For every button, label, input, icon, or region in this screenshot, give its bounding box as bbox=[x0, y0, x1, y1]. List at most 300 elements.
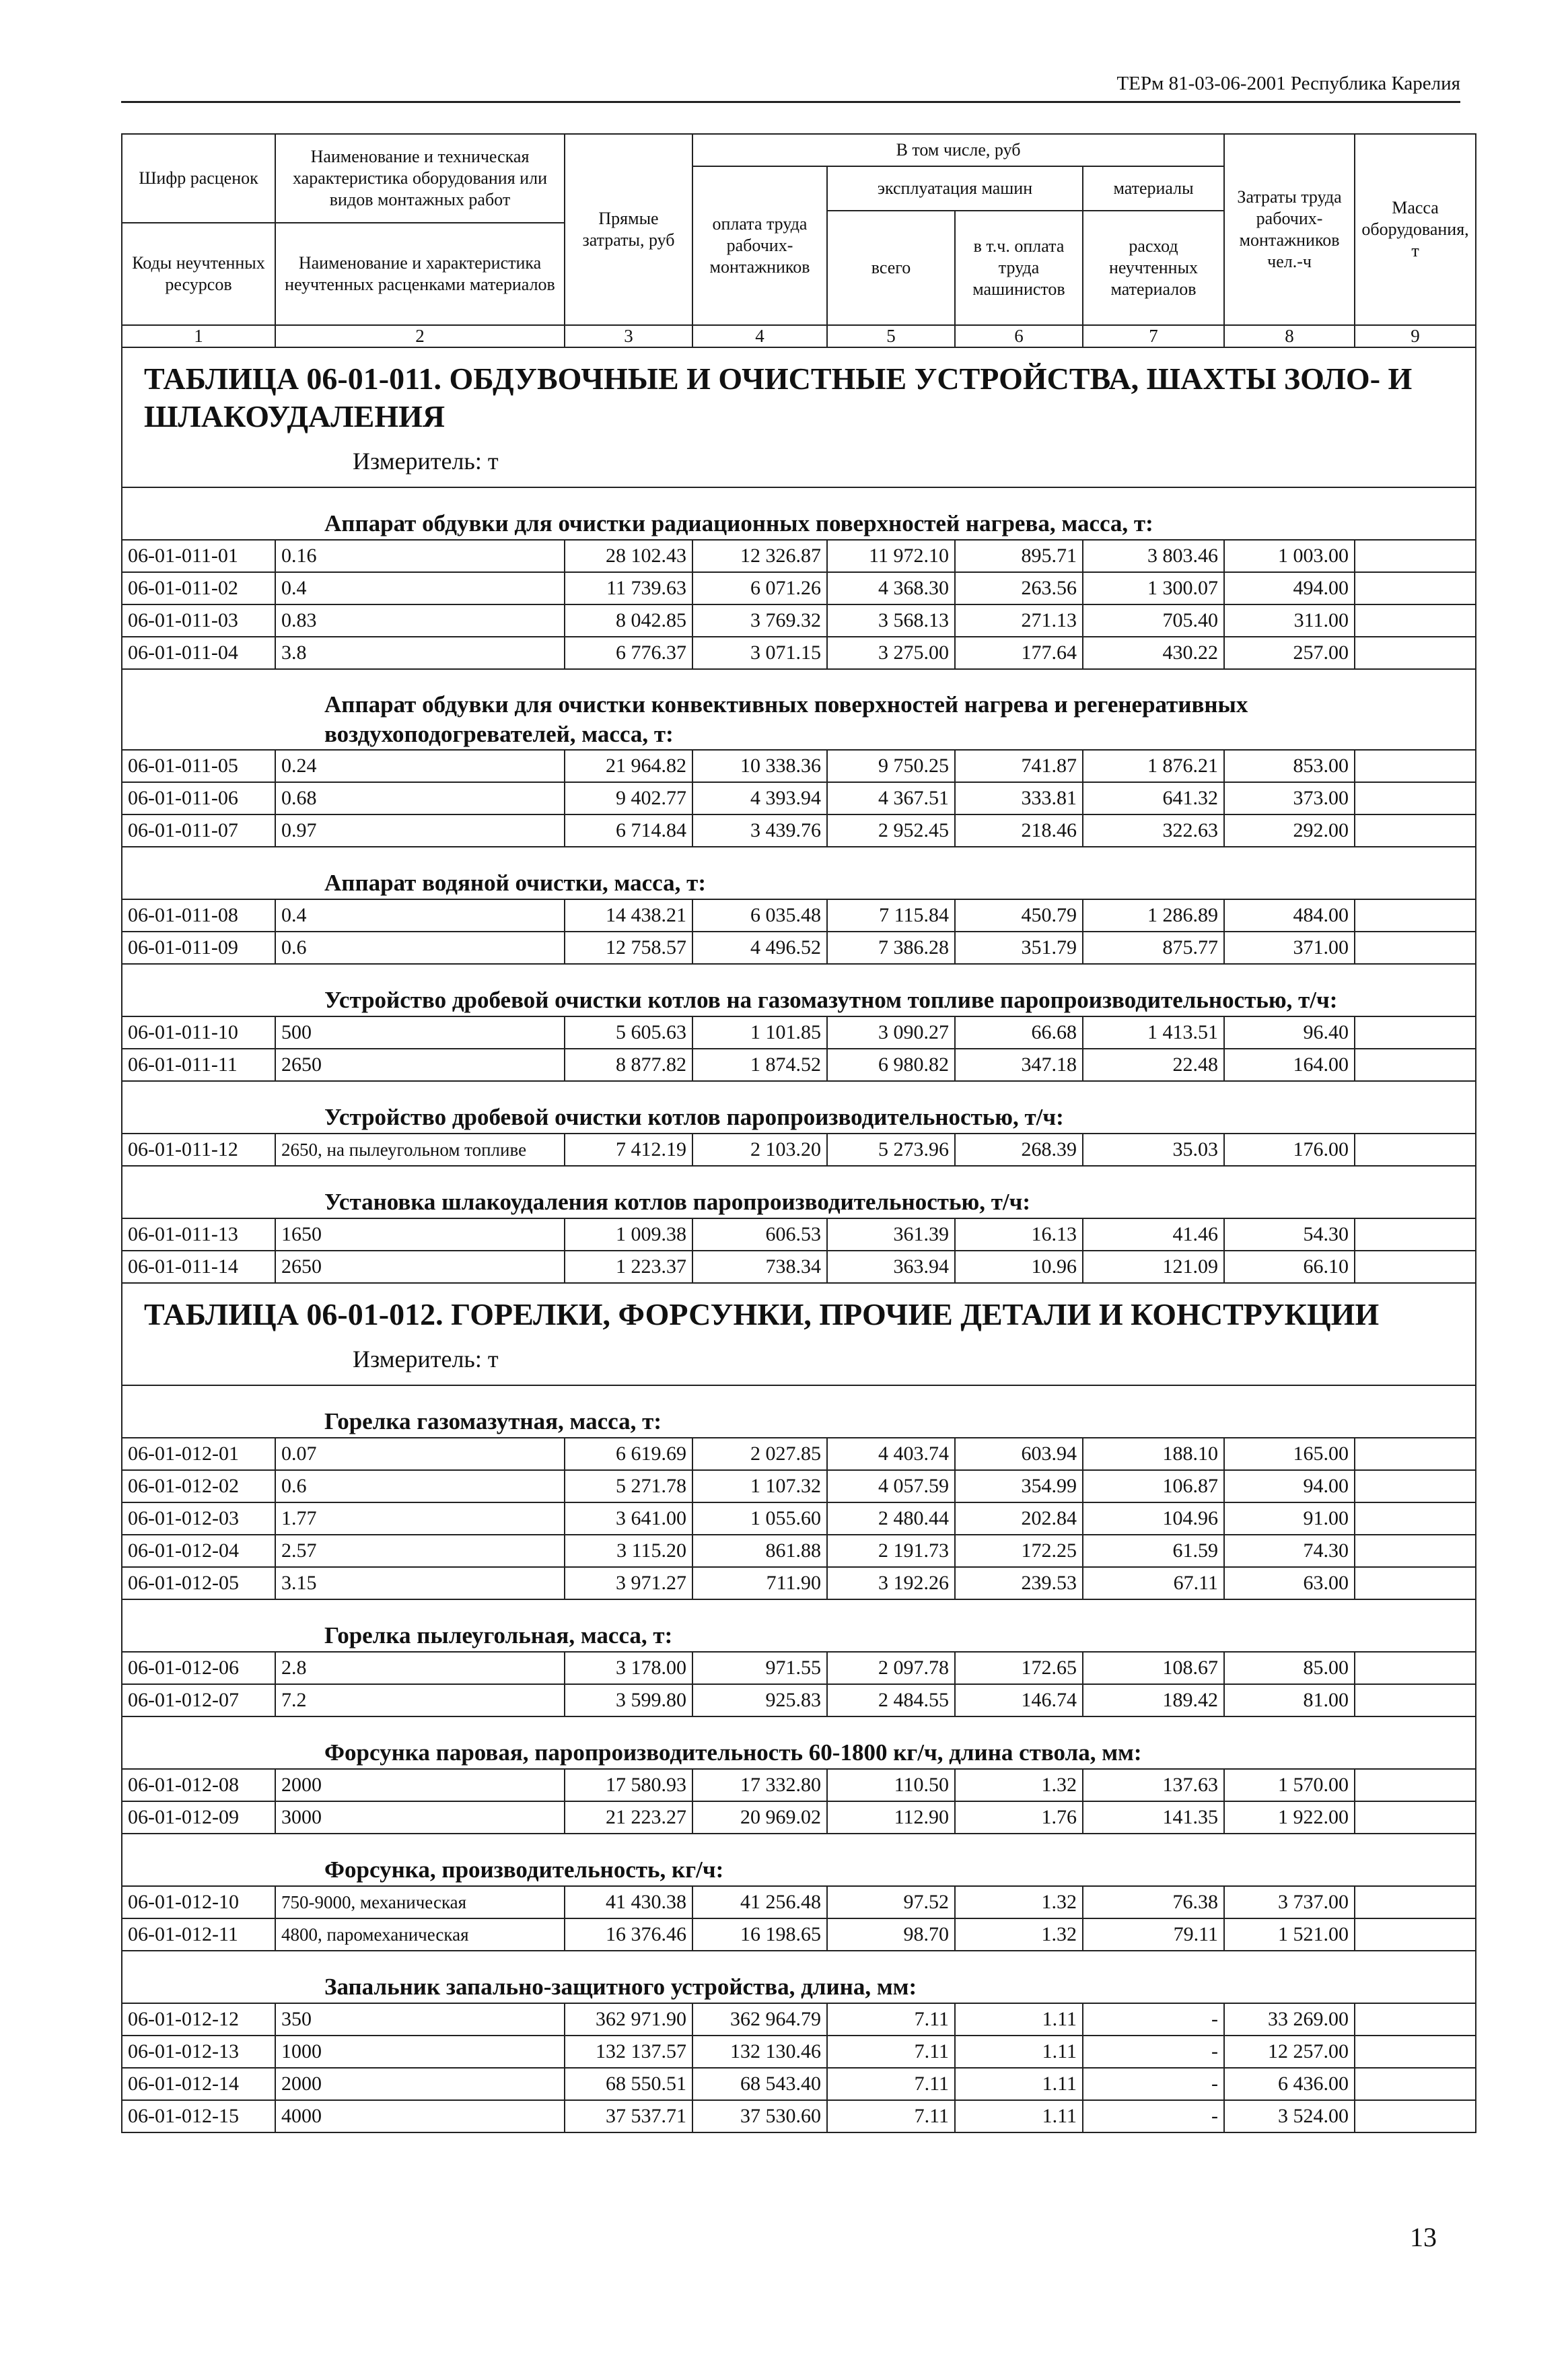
direct-costs: 14 438.21 bbox=[565, 899, 692, 932]
machines-total: 3 568.13 bbox=[827, 604, 955, 637]
section-title: Установка шлакоудаления котлов паропроизводительностью, т/ч: bbox=[122, 1166, 1476, 1218]
labor-hours: 484.00 bbox=[1224, 899, 1355, 932]
materials-cost: 76.38 bbox=[1083, 1886, 1224, 1918]
row-description: 0.4 bbox=[275, 899, 565, 932]
row-description: 750-9000, механическая bbox=[275, 1886, 565, 1918]
row-description: 4000 bbox=[275, 2100, 565, 2132]
equipment-mass bbox=[1355, 1684, 1476, 1716]
col-material-names-header: Наименование и характеристика неучтенных расценками материалов bbox=[275, 223, 565, 325]
labor-hours: 1 922.00 bbox=[1224, 1801, 1355, 1834]
row-description: 4800, паромеханическая bbox=[275, 1918, 565, 1951]
direct-costs: 3 641.00 bbox=[565, 1502, 692, 1535]
section-title-row bbox=[122, 847, 1476, 899]
direct-costs: 9 402.77 bbox=[565, 782, 692, 814]
machines-total: 2 952.45 bbox=[827, 814, 955, 847]
materials-cost: - bbox=[1083, 2068, 1224, 2100]
direct-costs: 12 758.57 bbox=[565, 932, 692, 964]
equipment-mass bbox=[1355, 540, 1476, 572]
equipment-mass bbox=[1355, 1918, 1476, 1951]
labor-wages: 1 055.60 bbox=[692, 1502, 827, 1535]
labor-wages: 1 874.52 bbox=[692, 1049, 827, 1081]
direct-costs: 1 223.37 bbox=[565, 1251, 692, 1283]
labor-wages: 3 439.76 bbox=[692, 814, 827, 847]
col-code-header: Шифр расценок bbox=[122, 134, 275, 223]
direct-costs: 8 877.82 bbox=[565, 1049, 692, 1081]
section-title: Аппарат обдувки для очистки радиационных поверхностей нагрева, масса, т: bbox=[122, 487, 1476, 540]
section-title-row bbox=[122, 1599, 1476, 1652]
row-code: 06-01-011-05 bbox=[122, 750, 275, 782]
direct-costs: 3 971.27 bbox=[565, 1567, 692, 1599]
group-materials-header: материалы bbox=[1083, 166, 1224, 211]
direct-costs: 8 042.85 bbox=[565, 604, 692, 637]
row-code: 06-01-011-12 bbox=[122, 1134, 275, 1166]
direct-costs: 1 009.38 bbox=[565, 1218, 692, 1251]
equipment-mass bbox=[1355, 604, 1476, 637]
section-title-row bbox=[122, 1166, 1476, 1218]
machines-total: 7.11 bbox=[827, 2100, 955, 2132]
row-description: 1000 bbox=[275, 2036, 565, 2068]
machinist-wages: 263.56 bbox=[955, 572, 1083, 604]
row-description: 7.2 bbox=[275, 1684, 565, 1716]
machines-total: 112.90 bbox=[827, 1801, 955, 1834]
table-title-row bbox=[122, 1283, 1476, 1385]
machinist-wages: 10.96 bbox=[955, 1251, 1083, 1283]
row-code: 06-01-012-10 bbox=[122, 1886, 275, 1918]
equipment-mass bbox=[1355, 1438, 1476, 1470]
equipment-mass bbox=[1355, 932, 1476, 964]
labor-wages: 971.55 bbox=[692, 1652, 827, 1684]
materials-cost: 1 413.51 bbox=[1083, 1016, 1224, 1049]
labor-wages: 68 543.40 bbox=[692, 2068, 827, 2100]
materials-cost: 1 286.89 bbox=[1083, 899, 1224, 932]
machinist-wages: 603.94 bbox=[955, 1438, 1083, 1470]
section-title-row bbox=[122, 1081, 1476, 1134]
equipment-mass bbox=[1355, 1470, 1476, 1502]
machinist-wages: 177.64 bbox=[955, 637, 1083, 669]
table-row bbox=[122, 1769, 1476, 1801]
col-resource-codes-header: Коды неучтенных ресурсов bbox=[122, 223, 275, 325]
table-row bbox=[122, 2003, 1476, 2036]
equipment-mass bbox=[1355, 1251, 1476, 1283]
column-number: 2 bbox=[275, 325, 565, 347]
row-description: 500 bbox=[275, 1016, 565, 1049]
machinist-wages: 1.32 bbox=[955, 1769, 1083, 1801]
materials-cost: 141.35 bbox=[1083, 1801, 1224, 1834]
table-row bbox=[122, 899, 1476, 932]
column-number: 5 bbox=[827, 325, 955, 347]
row-code: 06-01-011-13 bbox=[122, 1218, 275, 1251]
row-code: 06-01-012-07 bbox=[122, 1684, 275, 1716]
machinist-wages: 333.81 bbox=[955, 782, 1083, 814]
labor-wages: 3 769.32 bbox=[692, 604, 827, 637]
row-description: 2.57 bbox=[275, 1535, 565, 1567]
labor-wages: 10 338.36 bbox=[692, 750, 827, 782]
section-title: Горелка газомазутная, масса, т: bbox=[122, 1385, 1476, 1438]
machinist-wages: 202.84 bbox=[955, 1502, 1083, 1535]
machines-total: 3 192.26 bbox=[827, 1567, 955, 1599]
labor-hours: 853.00 bbox=[1224, 750, 1355, 782]
direct-costs: 5 271.78 bbox=[565, 1470, 692, 1502]
materials-cost: 1 300.07 bbox=[1083, 572, 1224, 604]
row-code: 06-01-011-01 bbox=[122, 540, 275, 572]
row-description: 0.16 bbox=[275, 540, 565, 572]
row-code: 06-01-011-14 bbox=[122, 1251, 275, 1283]
machines-total: 9 750.25 bbox=[827, 750, 955, 782]
row-description: 3000 bbox=[275, 1801, 565, 1834]
materials-cost: 430.22 bbox=[1083, 637, 1224, 669]
table-row bbox=[122, 1918, 1476, 1951]
labor-wages: 3 071.15 bbox=[692, 637, 827, 669]
direct-costs: 11 739.63 bbox=[565, 572, 692, 604]
machinist-wages: 1.32 bbox=[955, 1886, 1083, 1918]
column-number: 1 bbox=[122, 325, 275, 347]
machines-total: 3 090.27 bbox=[827, 1016, 955, 1049]
labor-hours: 85.00 bbox=[1224, 1652, 1355, 1684]
table-title-row bbox=[122, 347, 1476, 487]
table-row bbox=[122, 750, 1476, 782]
machinist-wages: 347.18 bbox=[955, 1049, 1083, 1081]
equipment-mass bbox=[1355, 1134, 1476, 1166]
column-number: 7 bbox=[1083, 325, 1224, 347]
machinist-wages: 268.39 bbox=[955, 1134, 1083, 1166]
labor-hours: 74.30 bbox=[1224, 1535, 1355, 1567]
labor-wages: 6 071.26 bbox=[692, 572, 827, 604]
materials-cost: 3 803.46 bbox=[1083, 540, 1224, 572]
row-description: 2650 bbox=[275, 1049, 565, 1081]
labor-wages: 925.83 bbox=[692, 1684, 827, 1716]
group-incl-header: В том числе, руб bbox=[692, 134, 1224, 166]
machines-total: 110.50 bbox=[827, 1769, 955, 1801]
row-code: 06-01-012-02 bbox=[122, 1470, 275, 1502]
table-row bbox=[122, 1016, 1476, 1049]
row-code: 06-01-012-01 bbox=[122, 1438, 275, 1470]
table-row bbox=[122, 540, 1476, 572]
table-title: ТАБЛИЦА 06-01-012. ГОРЕЛКИ, ФОРСУНКИ, ПРОЧИЕ ДЕТАЛИ И КОНСТРУКЦИИ bbox=[144, 1297, 1380, 1331]
labor-wages: 37 530.60 bbox=[692, 2100, 827, 2132]
row-code: 06-01-012-04 bbox=[122, 1535, 275, 1567]
labor-hours: 494.00 bbox=[1224, 572, 1355, 604]
row-description: 2650, на пылеугольном топливе bbox=[275, 1134, 565, 1166]
labor-hours: 63.00 bbox=[1224, 1567, 1355, 1599]
row-code: 06-01-012-11 bbox=[122, 1918, 275, 1951]
labor-hours: 6 436.00 bbox=[1224, 2068, 1355, 2100]
section-title: Горелка пылеугольная, масса, т: bbox=[122, 1599, 1476, 1652]
equipment-mass bbox=[1355, 899, 1476, 932]
labor-wages: 12 326.87 bbox=[692, 540, 827, 572]
labor-wages: 362 964.79 bbox=[692, 2003, 827, 2036]
row-description: 0.4 bbox=[275, 572, 565, 604]
labor-wages: 738.34 bbox=[692, 1251, 827, 1283]
labor-hours: 1 521.00 bbox=[1224, 1918, 1355, 1951]
machinist-wages: 1.32 bbox=[955, 1918, 1083, 1951]
direct-costs: 5 605.63 bbox=[565, 1016, 692, 1049]
labor-hours: 12 257.00 bbox=[1224, 2036, 1355, 2068]
direct-costs: 21 964.82 bbox=[565, 750, 692, 782]
equipment-mass bbox=[1355, 2100, 1476, 2132]
row-code: 06-01-011-10 bbox=[122, 1016, 275, 1049]
labor-wages: 2 103.20 bbox=[692, 1134, 827, 1166]
equipment-mass bbox=[1355, 1652, 1476, 1684]
labor-wages: 132 130.46 bbox=[692, 2036, 827, 2068]
materials-cost: - bbox=[1083, 2036, 1224, 2068]
direct-costs: 37 537.71 bbox=[565, 2100, 692, 2132]
machines-total: 7.11 bbox=[827, 2068, 955, 2100]
machines-total: 4 403.74 bbox=[827, 1438, 955, 1470]
table-row bbox=[122, 1218, 1476, 1251]
direct-costs: 28 102.43 bbox=[565, 540, 692, 572]
machines-total: 4 057.59 bbox=[827, 1470, 955, 1502]
equipment-mass bbox=[1355, 1049, 1476, 1081]
labor-hours: 91.00 bbox=[1224, 1502, 1355, 1535]
equipment-mass bbox=[1355, 1218, 1476, 1251]
machines-total: 4 368.30 bbox=[827, 572, 955, 604]
col-wages-header: оплата труда рабочих-монтажников bbox=[692, 166, 827, 325]
machines-total: 5 273.96 bbox=[827, 1134, 955, 1166]
labor-hours: 96.40 bbox=[1224, 1016, 1355, 1049]
section-title: Форсунка, производительность, кг/ч: bbox=[122, 1834, 1476, 1886]
machinist-wages: 146.74 bbox=[955, 1684, 1083, 1716]
section-title-row bbox=[122, 1385, 1476, 1438]
row-description: 0.24 bbox=[275, 750, 565, 782]
materials-cost: 106.87 bbox=[1083, 1470, 1224, 1502]
row-description: 2000 bbox=[275, 2068, 565, 2100]
labor-hours: 1 003.00 bbox=[1224, 540, 1355, 572]
column-number: 6 bbox=[955, 325, 1083, 347]
labor-wages: 1 107.32 bbox=[692, 1470, 827, 1502]
materials-cost: 108.67 bbox=[1083, 1652, 1224, 1684]
table-row bbox=[122, 1535, 1476, 1567]
column-numbers-row bbox=[122, 325, 1476, 347]
table-row bbox=[122, 1567, 1476, 1599]
machines-total: 7.11 bbox=[827, 2036, 955, 2068]
labor-wages: 861.88 bbox=[692, 1535, 827, 1567]
row-description: 0.83 bbox=[275, 604, 565, 637]
labor-hours: 373.00 bbox=[1224, 782, 1355, 814]
equipment-mass bbox=[1355, 1567, 1476, 1599]
table-row bbox=[122, 1134, 1476, 1166]
machinist-wages: 1.11 bbox=[955, 2100, 1083, 2132]
labor-hours: 371.00 bbox=[1224, 932, 1355, 964]
row-description: 3.15 bbox=[275, 1567, 565, 1599]
materials-cost: 79.11 bbox=[1083, 1918, 1224, 1951]
machines-total: 3 275.00 bbox=[827, 637, 955, 669]
machines-total: 7.11 bbox=[827, 2003, 955, 2036]
labor-wages: 711.90 bbox=[692, 1567, 827, 1599]
machinist-wages: 172.65 bbox=[955, 1652, 1083, 1684]
direct-costs: 132 137.57 bbox=[565, 2036, 692, 2068]
equipment-mass bbox=[1355, 782, 1476, 814]
table-row bbox=[122, 1438, 1476, 1470]
labor-wages: 17 332.80 bbox=[692, 1769, 827, 1801]
document-code: ТЕРм 81-03-06-2001 Республика Карелия bbox=[1116, 73, 1460, 94]
equipment-mass bbox=[1355, 1535, 1476, 1567]
equipment-mass bbox=[1355, 1016, 1476, 1049]
materials-cost: 1 876.21 bbox=[1083, 750, 1224, 782]
machines-total: 97.52 bbox=[827, 1886, 955, 1918]
materials-cost: 121.09 bbox=[1083, 1251, 1224, 1283]
row-description: 0.07 bbox=[275, 1438, 565, 1470]
row-code: 06-01-012-05 bbox=[122, 1567, 275, 1599]
row-code: 06-01-011-02 bbox=[122, 572, 275, 604]
machines-total: 363.94 bbox=[827, 1251, 955, 1283]
table-row bbox=[122, 782, 1476, 814]
table-row bbox=[122, 2100, 1476, 2132]
machinist-wages: 271.13 bbox=[955, 604, 1083, 637]
labor-hours: 257.00 bbox=[1224, 637, 1355, 669]
table-row bbox=[122, 2068, 1476, 2100]
equipment-mass bbox=[1355, 2036, 1476, 2068]
equipment-mass bbox=[1355, 1886, 1476, 1918]
materials-cost: 104.96 bbox=[1083, 1502, 1224, 1535]
materials-cost: 22.48 bbox=[1083, 1049, 1224, 1081]
row-code: 06-01-012-14 bbox=[122, 2068, 275, 2100]
machinist-wages: 1.11 bbox=[955, 2003, 1083, 2036]
row-description: 0.6 bbox=[275, 1470, 565, 1502]
labor-hours: 94.00 bbox=[1224, 1470, 1355, 1502]
materials-cost: 875.77 bbox=[1083, 932, 1224, 964]
labor-hours: 292.00 bbox=[1224, 814, 1355, 847]
row-description: 350 bbox=[275, 2003, 565, 2036]
section-title-row bbox=[122, 964, 1476, 1016]
direct-costs: 6 619.69 bbox=[565, 1438, 692, 1470]
section-title-row bbox=[122, 1951, 1476, 2003]
labor-hours: 54.30 bbox=[1224, 1218, 1355, 1251]
col-direct-costs-header: Прямые затраты, руб bbox=[565, 134, 692, 325]
labor-hours: 33 269.00 bbox=[1224, 2003, 1355, 2036]
table-row bbox=[122, 572, 1476, 604]
materials-cost: 188.10 bbox=[1083, 1438, 1224, 1470]
materials-cost: 705.40 bbox=[1083, 604, 1224, 637]
labor-wages: 4 393.94 bbox=[692, 782, 827, 814]
row-code: 06-01-011-07 bbox=[122, 814, 275, 847]
labor-hours: 176.00 bbox=[1224, 1134, 1355, 1166]
section-title-row bbox=[122, 669, 1476, 750]
col-materials-header: расход неучтенных материалов bbox=[1083, 211, 1224, 325]
labor-wages: 4 496.52 bbox=[692, 932, 827, 964]
equipment-mass bbox=[1355, 2068, 1476, 2100]
labor-hours: 66.10 bbox=[1224, 1251, 1355, 1283]
materials-cost: 67.11 bbox=[1083, 1567, 1224, 1599]
table-row bbox=[122, 604, 1476, 637]
materials-cost: - bbox=[1083, 2100, 1224, 2132]
machines-total: 6 980.82 bbox=[827, 1049, 955, 1081]
direct-costs: 7 412.19 bbox=[565, 1134, 692, 1166]
row-code: 06-01-011-08 bbox=[122, 899, 275, 932]
machines-total: 7 386.28 bbox=[827, 932, 955, 964]
page-number: 13 bbox=[1410, 2222, 1437, 2252]
section-title: Устройство дробевой очистки котлов паропроизводительностью, т/ч: bbox=[122, 1081, 1476, 1134]
labor-hours: 165.00 bbox=[1224, 1438, 1355, 1470]
equipment-mass bbox=[1355, 637, 1476, 669]
machinist-wages: 354.99 bbox=[955, 1470, 1083, 1502]
column-number: 4 bbox=[692, 325, 827, 347]
machinist-wages: 741.87 bbox=[955, 750, 1083, 782]
table-row bbox=[122, 1886, 1476, 1918]
machinist-wages: 450.79 bbox=[955, 899, 1083, 932]
labor-wages: 41 256.48 bbox=[692, 1886, 827, 1918]
equipment-mass bbox=[1355, 2003, 1476, 2036]
section-title: Аппарат обдувки для очистки конвективных поверхностей нагрева и регенеративных воздухоподогревателей, масса, т: bbox=[122, 669, 1476, 750]
table-row bbox=[122, 1652, 1476, 1684]
materials-cost: 641.32 bbox=[1083, 782, 1224, 814]
equipment-mass bbox=[1355, 814, 1476, 847]
direct-costs: 41 430.38 bbox=[565, 1886, 692, 1918]
machines-total: 7 115.84 bbox=[827, 899, 955, 932]
table-row bbox=[122, 1801, 1476, 1834]
machinist-wages: 218.46 bbox=[955, 814, 1083, 847]
equipment-mass bbox=[1355, 1801, 1476, 1834]
direct-costs: 6 714.84 bbox=[565, 814, 692, 847]
row-code: 06-01-012-12 bbox=[122, 2003, 275, 2036]
labor-hours: 81.00 bbox=[1224, 1684, 1355, 1716]
row-description: 2650 bbox=[275, 1251, 565, 1283]
row-description: 3.8 bbox=[275, 637, 565, 669]
row-code: 06-01-012-13 bbox=[122, 2036, 275, 2068]
section-title: Форсунка паровая, паропроизводительность 60-1800 кг/ч, длина ствола, мм: bbox=[122, 1716, 1476, 1769]
price-table bbox=[121, 133, 1476, 2133]
table-row bbox=[122, 2036, 1476, 2068]
col-machinists-header: в т.ч. оплата труда машинистов bbox=[955, 211, 1083, 325]
direct-costs: 6 776.37 bbox=[565, 637, 692, 669]
machines-total: 98.70 bbox=[827, 1918, 955, 1951]
col-labor-hours-header: Затраты труда рабочих-монтажников чел.-ч bbox=[1224, 134, 1355, 325]
labor-hours: 1 570.00 bbox=[1224, 1769, 1355, 1801]
machinist-wages: 1.11 bbox=[955, 2068, 1083, 2100]
labor-wages: 6 035.48 bbox=[692, 899, 827, 932]
machinist-wages: 16.13 bbox=[955, 1218, 1083, 1251]
row-code: 06-01-011-09 bbox=[122, 932, 275, 964]
section-title-row bbox=[122, 1834, 1476, 1886]
direct-costs: 3 599.80 bbox=[565, 1684, 692, 1716]
machines-total: 2 097.78 bbox=[827, 1652, 955, 1684]
materials-cost: - bbox=[1083, 2003, 1224, 2036]
labor-wages: 16 198.65 bbox=[692, 1918, 827, 1951]
table-title-cell bbox=[122, 347, 1476, 487]
labor-hours: 3 737.00 bbox=[1224, 1886, 1355, 1918]
table-measure: Измеритель: т bbox=[353, 448, 499, 475]
direct-costs: 362 971.90 bbox=[565, 2003, 692, 2036]
machinist-wages: 1.76 bbox=[955, 1801, 1083, 1834]
equipment-mass bbox=[1355, 572, 1476, 604]
equipment-mass bbox=[1355, 750, 1476, 782]
labor-wages: 2 027.85 bbox=[692, 1438, 827, 1470]
header-row-1 bbox=[122, 134, 1476, 166]
col-machines-total-header: всего bbox=[827, 211, 955, 325]
row-code: 06-01-012-15 bbox=[122, 2100, 275, 2132]
row-code: 06-01-012-08 bbox=[122, 1769, 275, 1801]
row-description: 0.97 bbox=[275, 814, 565, 847]
equipment-mass bbox=[1355, 1502, 1476, 1535]
section-title: Устройство дробевой очистки котлов на газомазутном топливе паропроизводительностью, т/ч: bbox=[122, 964, 1476, 1016]
section-title-row bbox=[122, 487, 1476, 540]
column-number: 9 bbox=[1355, 325, 1476, 347]
direct-costs: 68 550.51 bbox=[565, 2068, 692, 2100]
materials-cost: 137.63 bbox=[1083, 1769, 1224, 1801]
col-name-header: Наименование и техническая характеристика оборудования или видов монтажных работ bbox=[275, 134, 565, 223]
row-description: 0.6 bbox=[275, 932, 565, 964]
materials-cost: 61.59 bbox=[1083, 1535, 1224, 1567]
table-row bbox=[122, 1502, 1476, 1535]
machines-total: 4 367.51 bbox=[827, 782, 955, 814]
direct-costs: 21 223.27 bbox=[565, 1801, 692, 1834]
table-row bbox=[122, 1470, 1476, 1502]
labor-hours: 3 524.00 bbox=[1224, 2100, 1355, 2132]
row-code: 06-01-011-11 bbox=[122, 1049, 275, 1081]
machinist-wages: 351.79 bbox=[955, 932, 1083, 964]
header-rule bbox=[121, 101, 1460, 103]
machines-total: 361.39 bbox=[827, 1218, 955, 1251]
row-code: 06-01-012-06 bbox=[122, 1652, 275, 1684]
